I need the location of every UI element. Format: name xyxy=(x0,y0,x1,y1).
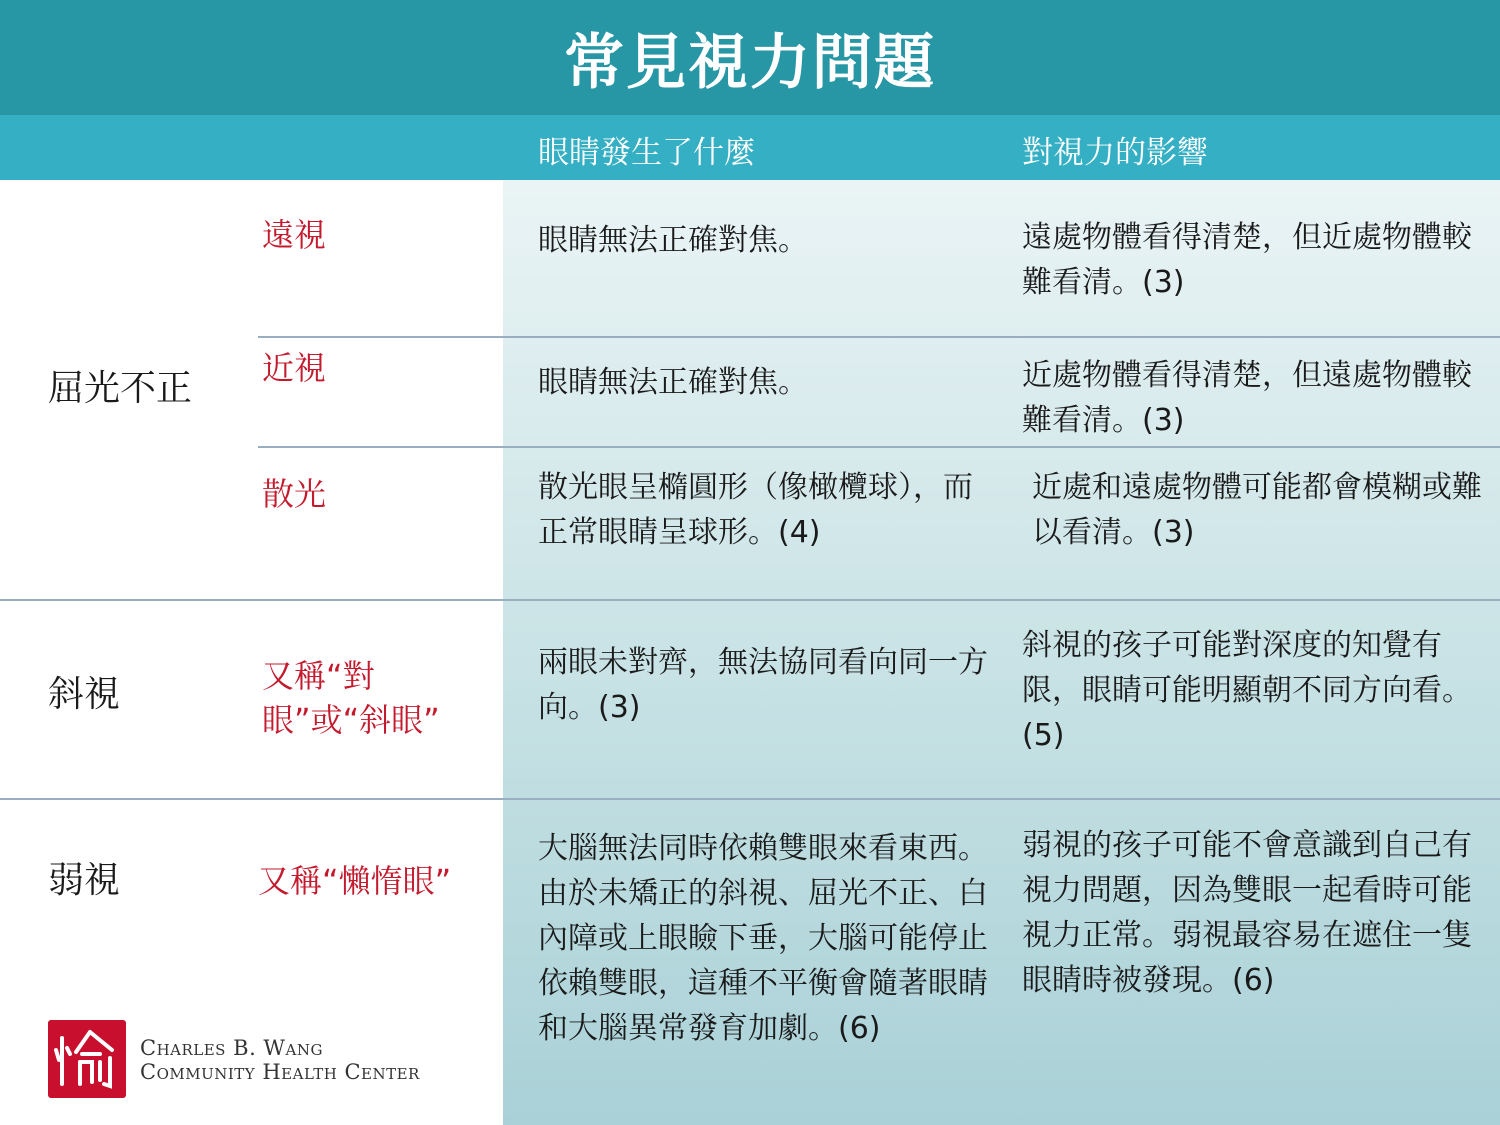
effect-hyperopia: 遠處物體看得清楚，但近處物體較難看清。(3) xyxy=(1022,220,1472,300)
what-myopia: 眼睛無法正確對焦。 xyxy=(538,365,808,400)
group-divider xyxy=(0,599,1500,601)
subtype-myopia: 近視 xyxy=(262,349,327,387)
subtype-hyperopia: 遠視 xyxy=(262,216,327,254)
subtype-amblyopia-aka: 又稱“懶惰眼” xyxy=(258,862,452,900)
organization-name-line2: Community Health Center xyxy=(140,1060,420,1084)
row-divider xyxy=(258,446,1500,448)
row-divider xyxy=(258,336,1500,338)
organization-name xyxy=(140,1036,420,1084)
what-amblyopia: 大腦無法同時依賴雙眼來看東西。由於未矯正的斜視、屈光不正、白內障或上眼瞼下垂，大腦可能停止依賴雙眼，這種不平衡會隨著眼睛和大腦異常發育加劇。(6) xyxy=(538,831,988,1046)
category-amblyopia: 弱視 xyxy=(48,860,121,901)
column-header-effect: 對視力的影響 xyxy=(1022,135,1208,171)
category-strabismus: 斜視 xyxy=(48,674,121,715)
subtype-strabismus-aka: 又稱“對眼”或“斜眼” xyxy=(262,657,440,739)
category-refractive-error: 屈光不正 xyxy=(48,368,193,409)
logo-glyph-mark xyxy=(48,1020,126,1098)
what-astigmatism: 散光眼呈橢圓形（像橄欖球），而正常眼睛呈球形。(4) xyxy=(538,470,973,550)
effect-amblyopia: 弱視的孩子可能不會意識到自己有視力問題，因為雙眼一起看時可能視力正常。弱視最容易在遮住一隻眼睛時被發現。(6) xyxy=(1022,828,1472,998)
health-center-logo xyxy=(48,1020,126,1098)
effect-strabismus: 斜視的孩子可能對深度的知覺有限，眼睛可能明顯朝不同方向看。(5) xyxy=(1022,628,1472,753)
column-header-row xyxy=(0,115,1500,180)
column-header-what-happens: 眼睛發生了什麼 xyxy=(538,135,755,171)
page-title: 常見視力問題 xyxy=(0,0,1500,115)
subtype-astigmatism: 散光 xyxy=(262,475,327,513)
what-strabismus: 兩眼未對齊，無法協同看向同一方向。(3) xyxy=(538,645,988,725)
effect-astigmatism: 近處和遠處物體可能都會模糊或難以看清。(3) xyxy=(1032,470,1482,550)
group-divider xyxy=(0,798,1500,800)
effect-myopia: 近處物體看得清楚，但遠處物體較難看清。(3) xyxy=(1022,358,1472,438)
what-hyperopia: 眼睛無法正確對焦。 xyxy=(538,223,808,258)
organization-name-line1: Charles B. Wang xyxy=(140,1036,323,1060)
